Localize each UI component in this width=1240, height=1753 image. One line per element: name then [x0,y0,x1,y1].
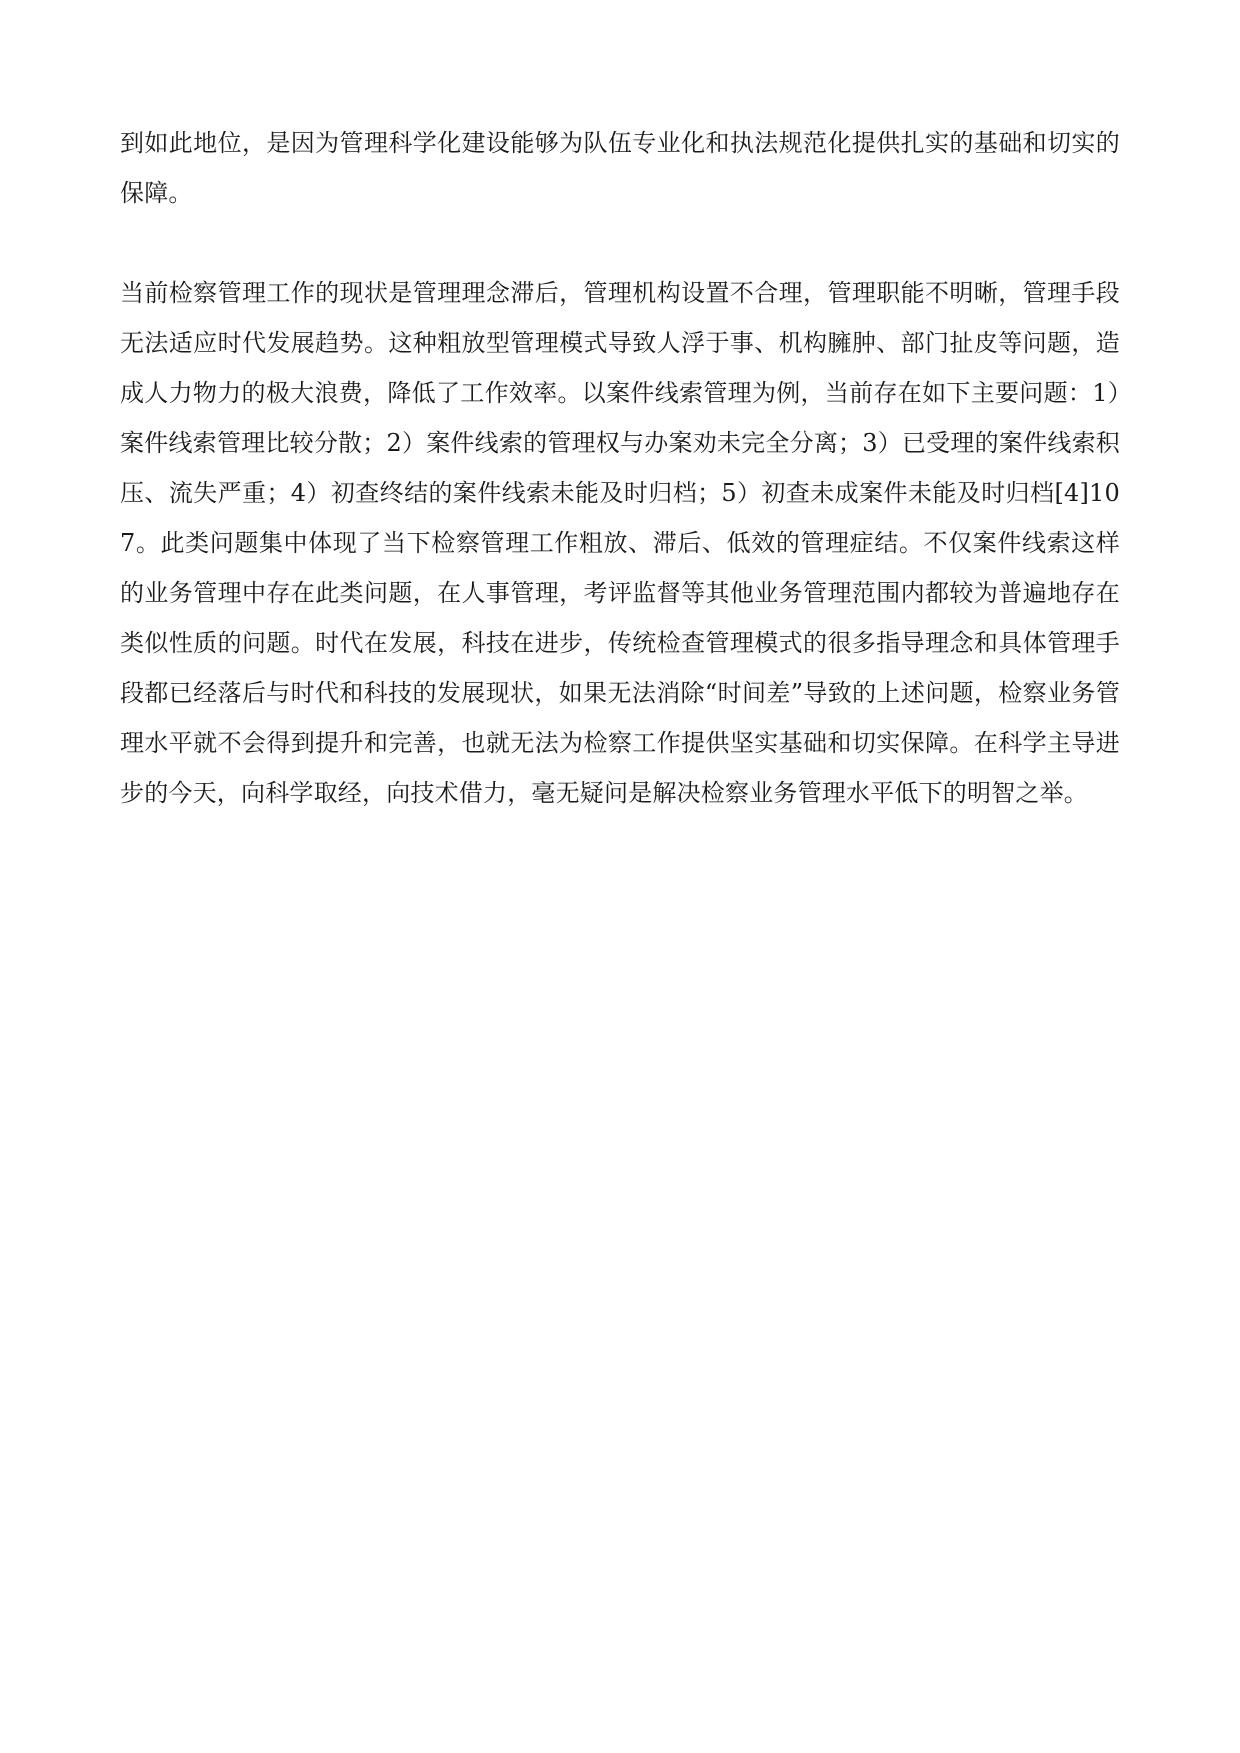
paragraph-management-status: 当前检察管理工作的现状是管理理念滞后，管理机构设置不合理，管理职能不明晰，管理手段无法适应时代发展趋势。这种粗放型管理模式导致人浮于事、机构臃肿、部门扯皮等问题，造成人力物力的极大浪费，降低了工作效率。以案件线索管理为例，当前存在如下主要问题：1）案件线索管理比较分散；2）案件线索的管理权与办案劝未完全分离；3）已受理的案件线索积压、流失严重；4）初查终结的案件线索未能及时归档；5）初查未成案件未能及时归档[4]107。此类问题集中体现了当下检察管理工作粗放、滞后、低效的管理症结。不仅案件线索这样的业务管理中存在此类问题，在人事管理，考评监督等其他业务管理范围内都较为普遍地存在类似性质的问题。时代在发展，科技在进步，传统检查管理模式的很多指导理念和具体管理手段都已经落后与时代和科技的发展现状，如果无法消除“时间差”导致的上述问题，检察业务管理水平就不会得到提升和完善，也就无法为检察工作提供坚实基础和切实保障。在科学主导进步的今天，向科学取经，向技术借力，毫无疑问是解决检察业务管理水平低下的明智之举。 [120,279,1120,807]
document-body [120,118,1120,818]
paragraph-continuation: 到如此地位，是因为管理科学化建设能够为队伍专业化和执法规范化提供扎实的基础和切实的保障。 [120,129,1120,207]
